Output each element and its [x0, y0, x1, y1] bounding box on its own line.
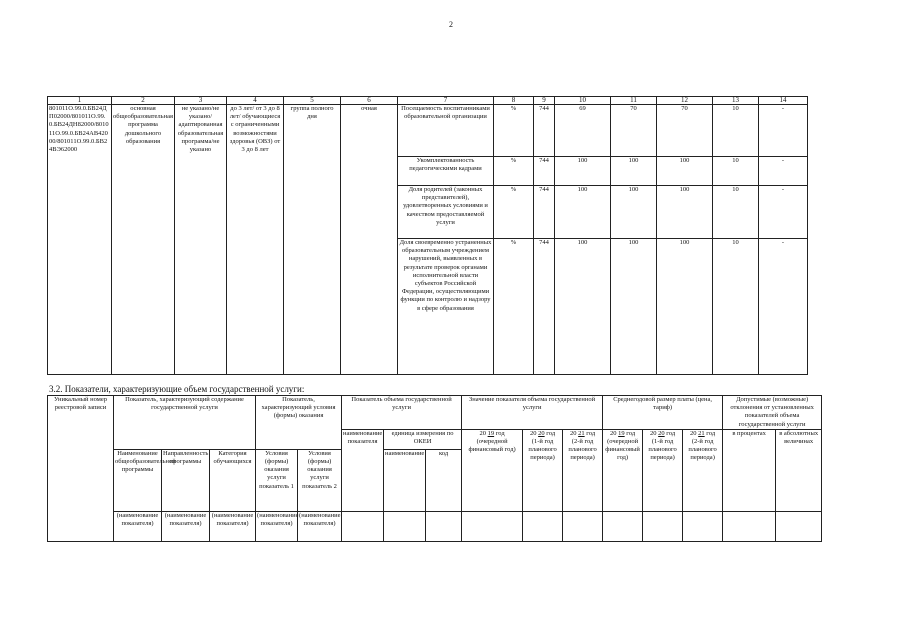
unit-name-header: наименование [384, 449, 426, 511]
section-title: 3.2. Показатели, характеризующие объем государственной услуги: [49, 384, 305, 394]
program-focus-header: Направленность программы [162, 449, 210, 511]
col-number: 14 [759, 97, 808, 105]
col-number: 3 [175, 97, 227, 105]
header-row [48, 511, 822, 541]
unit-header: единица измерения по ОКЕИ [384, 429, 462, 449]
name-label: (наименование показателя) [298, 511, 342, 541]
col-number: 5 [284, 97, 341, 105]
year-2019-header: 20 19 год (очередной финансовый год) [462, 429, 523, 511]
unique-registry-number: 801011O.99.0.БВ24ДП02000/801011O.99.0.БВ24ДН82000/801011O.99.0.БВ24АВ42000/801011O.99.0.БВ24ВЭ62000 [48, 105, 112, 375]
deviation-percent-header: в процентах [723, 429, 776, 511]
deviation-absolute: - [759, 186, 808, 239]
quality-indicator-name: Укомплектованность педагогическими кадрами [398, 157, 494, 186]
condition-1-header: Условия (формы) оказания услуги показатель 1 [256, 449, 298, 511]
fee-header: Среднегодовой размер платы (цена, тариф) [603, 396, 723, 430]
quality-indicators-table [47, 96, 808, 375]
page-number: 2 [449, 20, 453, 29]
col-number: 12 [657, 97, 713, 105]
col-number: 7 [398, 97, 494, 105]
content-indicator-2: не указано/не указано/адаптированная образовательная программа/не указано [175, 105, 227, 375]
volume-name-header: наименование показателя [342, 429, 384, 511]
fee-2020-header: 20 20 год (1-й год планового периода) [643, 429, 683, 511]
value-2020: 100 [611, 186, 657, 239]
content-header: Показатель, характеризующий содержание государственной услуги [114, 396, 256, 450]
fee-2019-header: 20 19 год (очередной финансовый год) [603, 429, 643, 511]
program-name-header: Наименование общеобразовательной программы [114, 449, 162, 511]
name-label: (наименование показателя) [256, 511, 298, 541]
col-number: 2 [112, 97, 175, 105]
condition-indicator-1: группа полного дня [284, 105, 341, 375]
deviation-percent: 10 [713, 157, 759, 186]
volume-values-header: Значение показателя объема государственной услуги [462, 396, 603, 430]
name-label: (наименование показателя) [114, 511, 162, 541]
deviation-absolute: - [759, 105, 808, 157]
condition-indicator-2: очная [341, 105, 398, 375]
col-number: 6 [341, 97, 398, 105]
deviation-percent: 10 [713, 239, 759, 375]
okei-code: 744 [534, 186, 555, 239]
value-2021: 70 [657, 105, 713, 157]
unique-number-header: Уникальный номер реестровой записи [48, 396, 114, 542]
okei-code: 744 [534, 105, 555, 157]
condition-2-header: Условия (формы) оказания услуги показатель 2 [298, 449, 342, 511]
deviation-percent: 10 [713, 186, 759, 239]
deviation-absolute: - [759, 239, 808, 375]
value-2021: 100 [657, 186, 713, 239]
col-number: 13 [713, 97, 759, 105]
col-number: 8 [494, 97, 534, 105]
value-2019: 69 [555, 105, 611, 157]
col-number: 10 [555, 97, 611, 105]
volume-indicator-header: Показатель объема государственной услуги [342, 396, 462, 430]
deviation-absolute: - [759, 157, 808, 186]
header-row [48, 396, 822, 430]
content-indicator-3: до 3 лет/ от 3 до 8 лет/ обучающиеся с ограниченными возможностями здоровья (ОВЗ) от 3 до 8 лет [227, 105, 284, 375]
unit-name: % [494, 239, 534, 375]
value-2019: 100 [555, 239, 611, 375]
value-2019: 100 [555, 186, 611, 239]
unit-name: % [494, 157, 534, 186]
year-2020-header: 20 20 год (1-й год планового периода) [523, 429, 563, 511]
unit-name: % [494, 105, 534, 157]
quality-indicator-name: Доля своевременно устраненных образовательным учреждением нарушений, выявленных в результате проверок органами исполнительной власти субъектов Российской Федерации, осуществляющими функции по контролю и надзору в сфере образования [398, 239, 494, 375]
deviation-percent: 10 [713, 105, 759, 157]
unit-code-header: код [426, 449, 462, 511]
conditions-header: Показатель, характеризующий условия (формы) оказания [256, 396, 342, 450]
col-number: 9 [534, 97, 555, 105]
value-2020: 100 [611, 239, 657, 375]
col-number: 4 [227, 97, 284, 105]
value-2021: 100 [657, 239, 713, 375]
volume-indicators-table [47, 395, 822, 542]
value-2020: 100 [611, 157, 657, 186]
value-2020: 70 [611, 105, 657, 157]
deviation-header: Допустимые (возможные) отклонения от установленных показателей объема государственной услуги [723, 396, 822, 430]
fee-2021-header: 20 21 год (2-й год планового периода) [683, 429, 723, 511]
name-label: (наименование показателя) [162, 511, 210, 541]
okei-code: 744 [534, 239, 555, 375]
deviation-absolute-header: в абсолютных величинах [776, 429, 822, 511]
content-indicator-1: основная общеобразовательная программа дошкольного образования [112, 105, 175, 375]
col-number: 11 [611, 97, 657, 105]
value-2021: 100 [657, 157, 713, 186]
table-row [48, 105, 808, 157]
year-2021-header: 20 21 год (2-й год планового периода) [563, 429, 603, 511]
col-number: 1 [48, 97, 112, 105]
quality-indicator-name: Доля родителей (законных представителей), удовлетворенных условиями и качеством предоставляемой услуги [398, 186, 494, 239]
value-2019: 100 [555, 157, 611, 186]
student-category-header: Категория обучающихся [210, 449, 256, 511]
name-label: (наименование показателя) [210, 511, 256, 541]
unit-name: % [494, 186, 534, 239]
column-numbers-row [48, 97, 808, 105]
quality-indicator-name: Посещаемость воспитанниками образовательной организации [398, 105, 494, 157]
okei-code: 744 [534, 157, 555, 186]
